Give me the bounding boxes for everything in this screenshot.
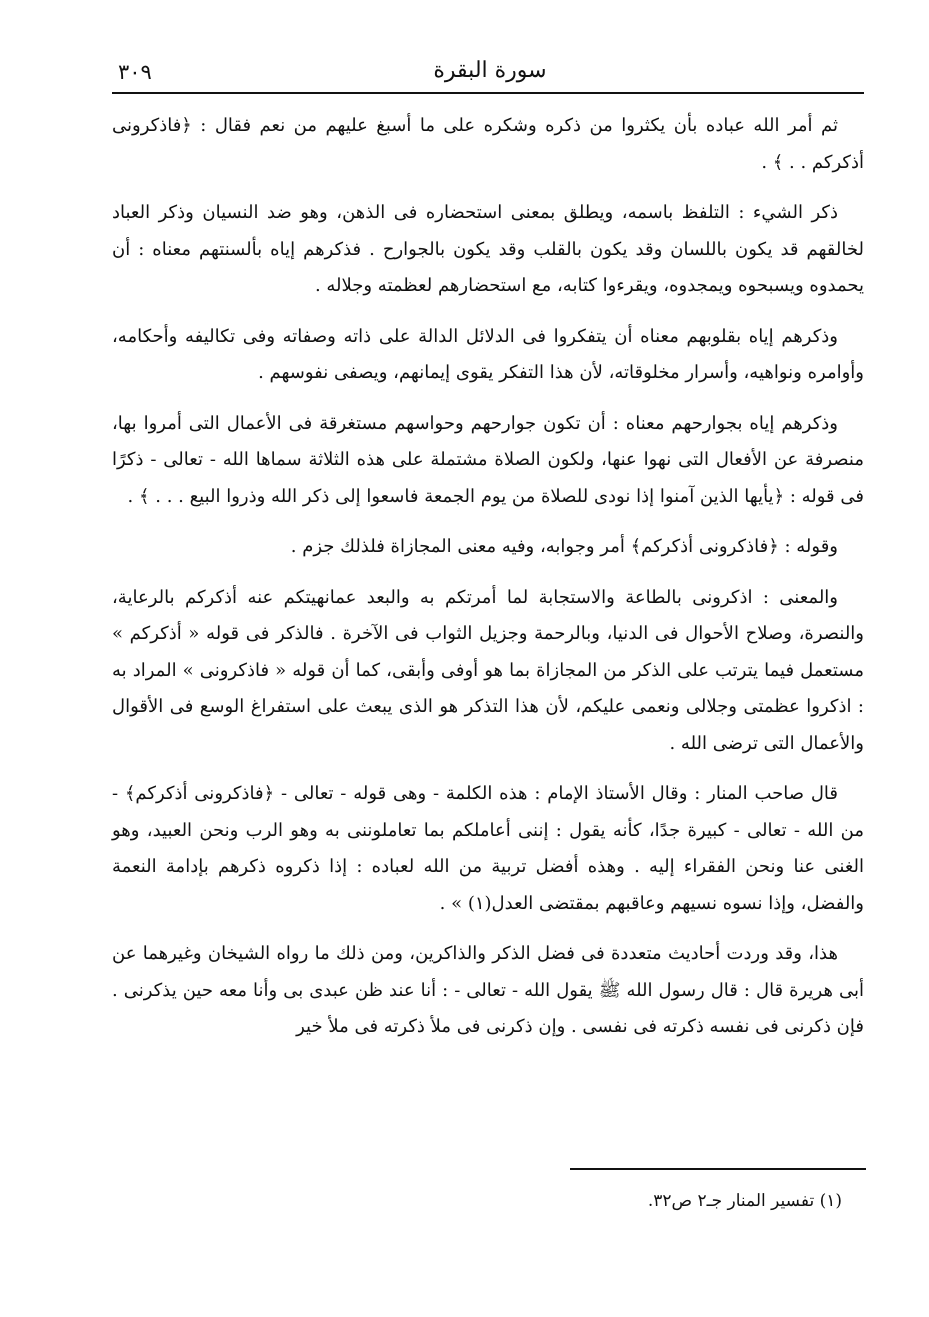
footnote: (١) تفسير المنار جـ٢ ص٣٢. <box>647 1191 842 1211</box>
body-text <box>112 108 864 1060</box>
header-rule <box>112 92 864 94</box>
page-number: ٣٠٩ <box>118 60 152 84</box>
page-header <box>118 54 862 88</box>
footnote-rule <box>570 1168 866 1170</box>
paragraph: وقوله : ﴿فاذكرونى أذكركم﴾ أمر وجوابه، وفيه معنى المجازاة فلذلك جزم . <box>290 536 838 557</box>
paragraph: والمعنى : اذكرونى بالطاعة والاستجابة لما أمرتكم به والبعد عمانهيتكم عنه أذكركم بالرعاية، والنصرة، وصلاح الأحوال فى الدنيا، وبالرحمة وجزيل الثواب فى الآخرة . فالذكر فى قوله « أذكركم » مستعمل فيما يترتب على الذكر من المجازاة بما هو أوفى وأبقى، كما أن قوله « فاذكرونى » المراد به : اذكروا عظمتى وجلالى ونعمى عليكم، لأن هذا التذكر هو الذى يبعث على استفراغ الوسع فى الأقوال والأعمال التى ترضى الله . <box>112 586 864 754</box>
paragraph: ثم أمر الله عباده بأن يكثروا من ذكره وشكره على ما أسبغ عليهم من نعم فقال : ﴿فاذكرونى أذكركم . . ﴾ . <box>112 115 864 173</box>
paragraph: ذكر الشيء : التلفظ باسمه، ويطلق بمعنى استحضاره فى الذهن، وهو ضد النسيان وذكر العباد لخالقهم قد يكون باللسان وقد يكون بالقلب وقد يكون بالجوارح . فذكرهم إياه بألسنتهم معناه : أن يحمدوه ويسبحوه ويمجدوه، ويقرءوا كتابه، مع استحضارهم لعظمته وجلاله . <box>112 202 864 296</box>
paragraph: قال صاحب المنار : وقال الأستاذ الإمام : هذه الكلمة - وهى قوله - تعالى - ﴿فاذكرونى أذكركم﴾ - من الله - تعالى - كبيرة جدًا، كأنه يقول : إننى أعاملكم بما تعاملوننى به وهو الرب ونحن العبيد، وهو الغنى عنا ونحن الفقراء إليه . وهذه أفضل تربية من الله لعباده : إذا ذكروه ذكرهم بإدامة النعمة والفضل، وإذا نسوه نسيهم وعاقبهم بمقتضى العدل(١) » . <box>112 783 865 914</box>
paragraph: هذا، وقد وردت أحاديث متعددة فى فضل الذكر والذاكرين، ومن ذلك ما رواه الشيخان وغيرهما عن أبى هريرة قال : قال رسول الله ﷺ يقول الله - تعالى - : أنا عند ظن عبدى بى وأنا معه حين يذكرنى . فإن ذكرنى فى نفسه ذكرته فى نفسى . وإن ذكرنى فى ملأ ذكرته فى ملأ خير <box>112 943 864 1037</box>
running-title: سورة البقرة <box>433 58 547 83</box>
paragraph: وذكرهم إياه بجوارحهم معناه : أن تكون جوارحهم وحواسهم مستغرقة فى الأعمال التى أمروا بها، منصرفة عن الأفعال التى نهوا عنها، ولكون الصلاة مشتملة على هذه الثلاثة سماها الله - تعالى - ذكرًا فى قوله : ﴿يأيها الذين آمنوا إذا نودى للصلاة من يوم الجمعة فاسعوا إلى ذكر الله وذروا البيع . . . ﴾ . <box>112 412 864 507</box>
paragraph: وذكرهم إياه بقلوبهم معناه أن يتفكروا فى الدلائل الدالة على ذاته وصفاته وفى تكاليفه وأحكامه، وأوامره ونواهيه، وأسرار مخلوقاته، لأن هذا التفكر يقوى إيمانهم، ويصفى نفوسهم . <box>112 325 864 383</box>
